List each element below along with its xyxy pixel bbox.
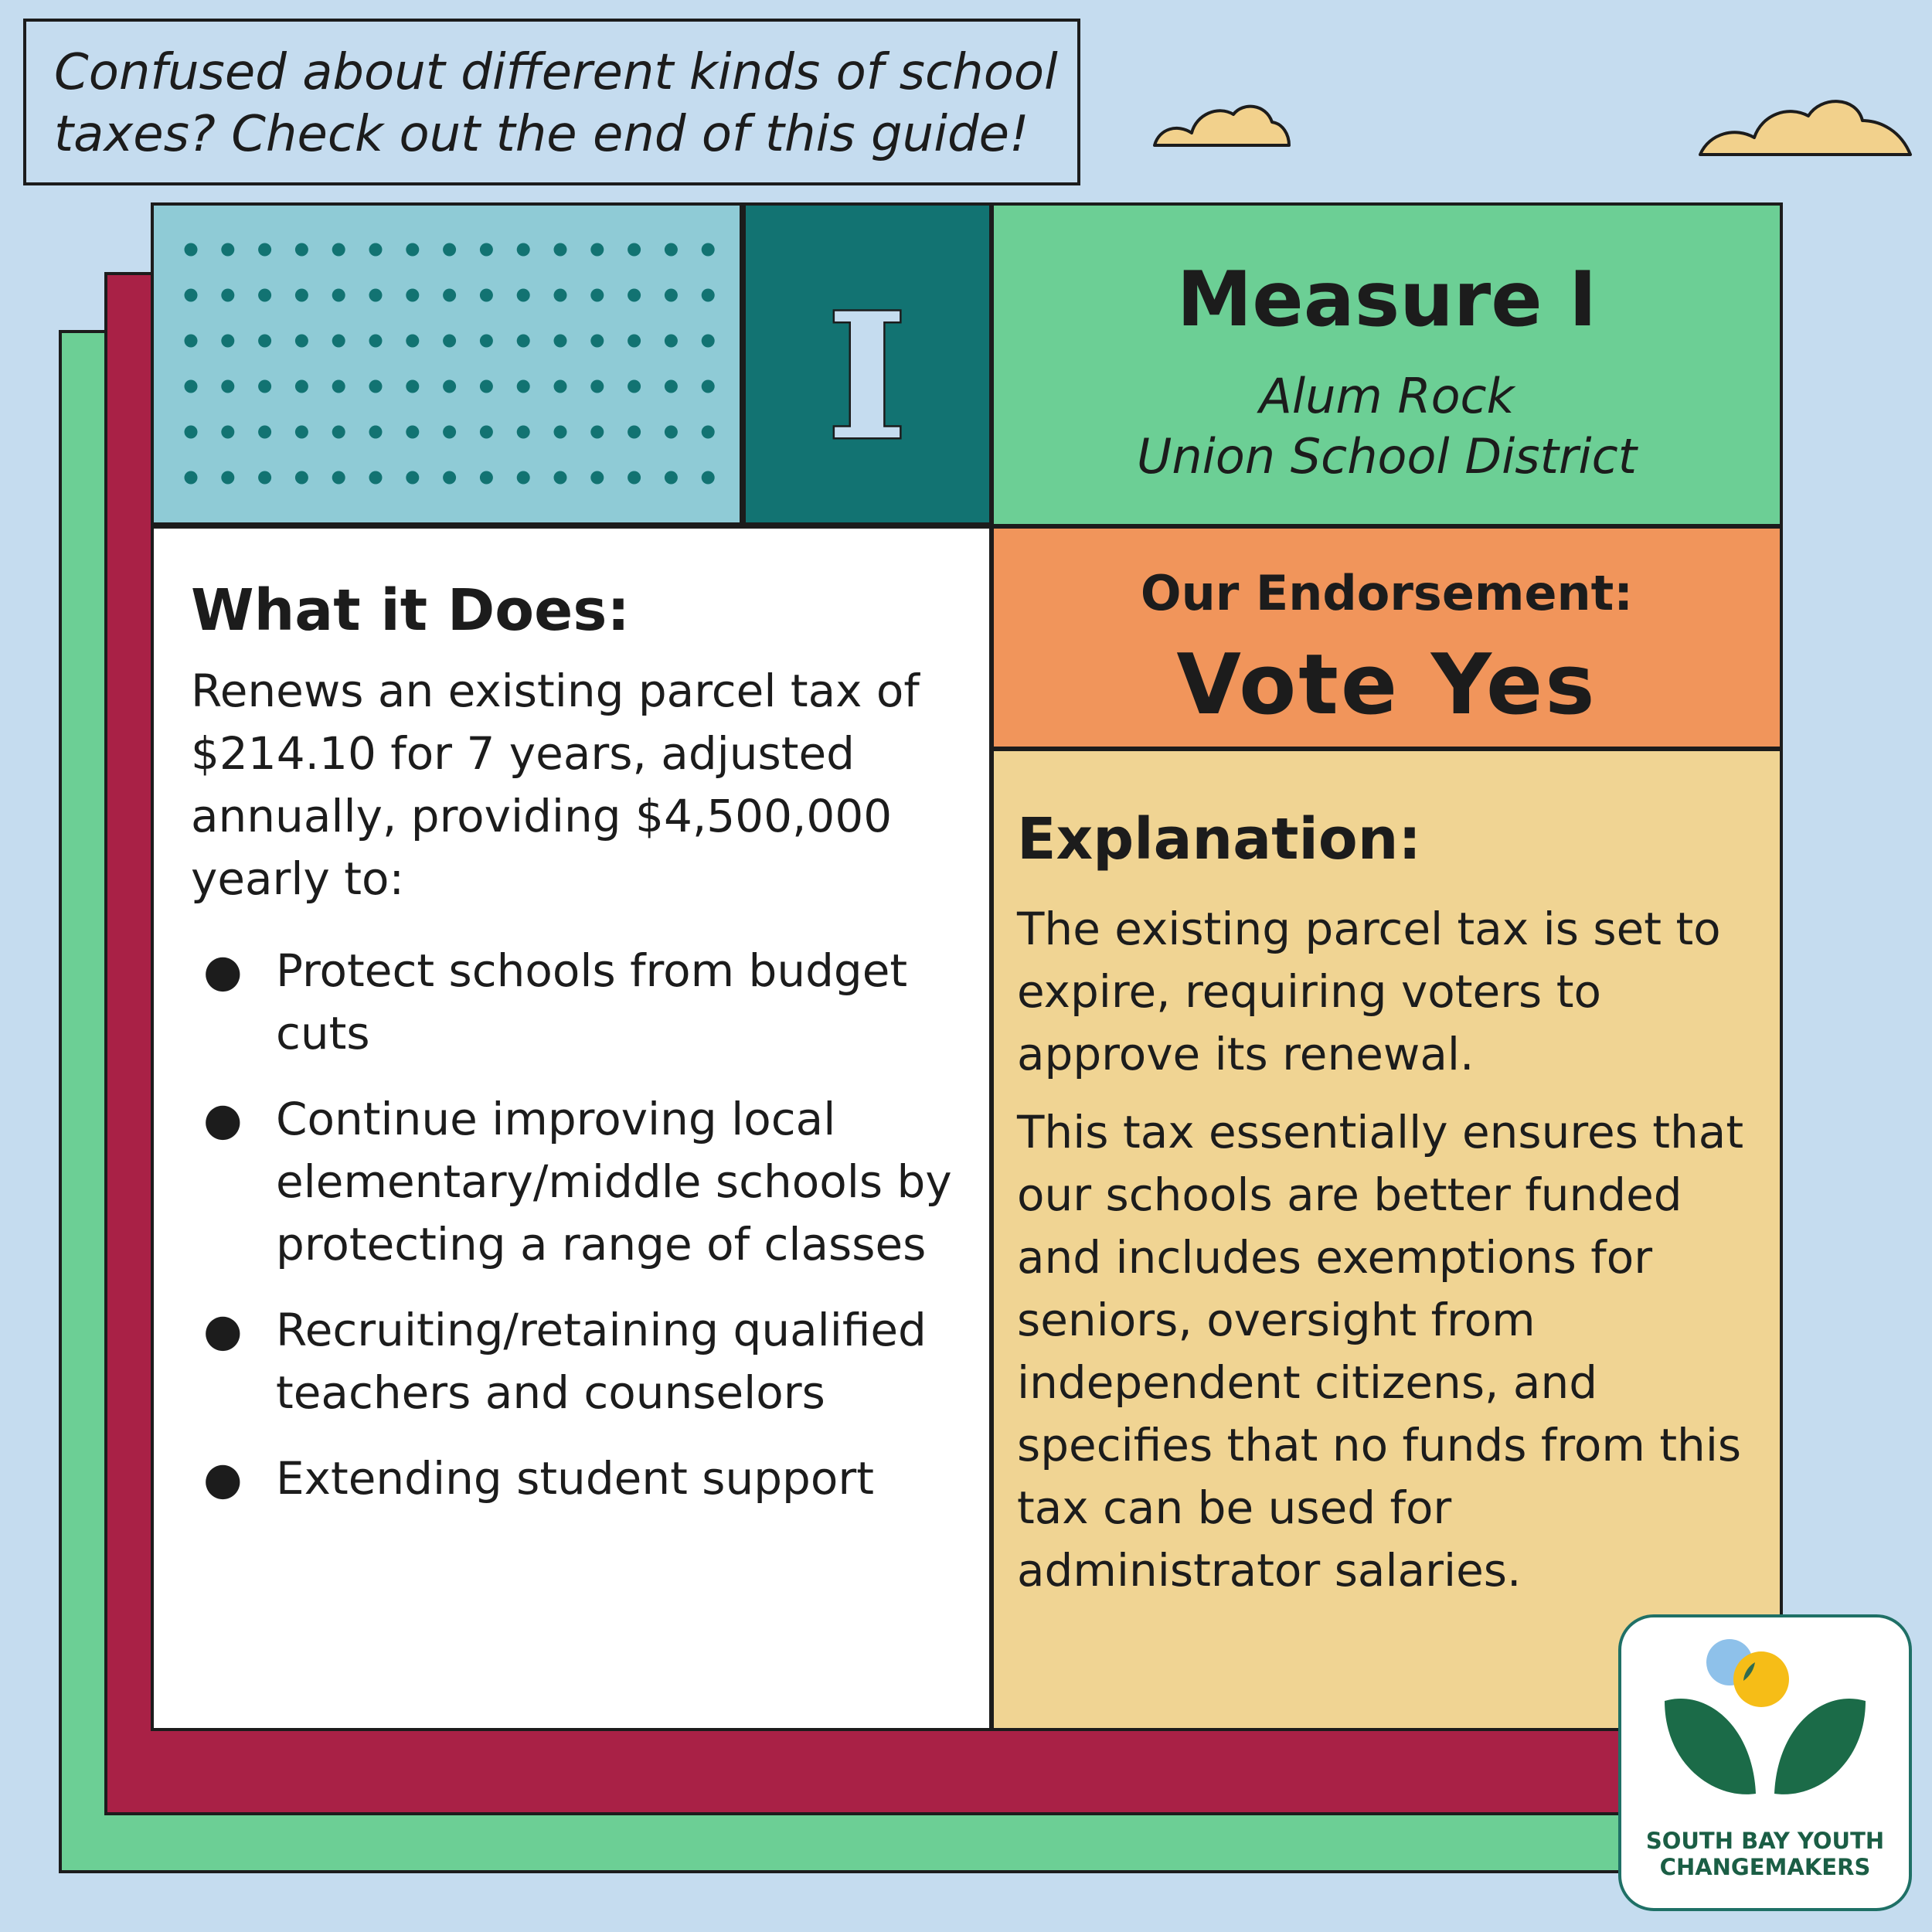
district-name — [994, 366, 1780, 487]
list-item-text: Protect schools from budget cuts — [276, 944, 908, 1060]
measure-title-panel — [991, 202, 1783, 527]
pattern-dot — [406, 335, 419, 348]
sprout-logo-icon — [1621, 1617, 1909, 1826]
pattern-dot — [554, 335, 567, 348]
pattern-dot — [332, 289, 345, 302]
pattern-dot — [369, 243, 383, 257]
list-item — [191, 1299, 971, 1424]
bullet-icon: ● — [203, 944, 243, 997]
pattern-dot — [185, 426, 198, 439]
endorsement-label: Our Endorsement: — [1140, 565, 1634, 621]
pattern-dot — [295, 289, 308, 302]
pattern-dot — [665, 289, 678, 302]
pattern-dot — [443, 380, 456, 393]
pattern-dot — [702, 426, 715, 439]
pattern-dot — [480, 289, 493, 302]
list-item-text: Extending student support — [276, 1452, 874, 1505]
pattern-dot — [221, 471, 234, 485]
explanation-body — [1017, 898, 1759, 1617]
endorsement-value: Vote Yes — [1176, 637, 1597, 733]
explanation-heading: Explanation: — [1017, 806, 1422, 872]
logo-line-2: CHANGEMAKERS — [1659, 1854, 1871, 1880]
pattern-dot — [185, 243, 198, 257]
pattern-dot — [406, 426, 419, 439]
pattern-dot — [221, 380, 234, 393]
pattern-dot — [590, 335, 604, 348]
pattern-dot — [517, 335, 530, 348]
explanation-paragraph-2: This tax essentially ensures that our schools are better funded and includes exemptions for seniors, oversight from independent citizens, and specifies that no funds from this tax can be used for administrator salaries. — [1017, 1106, 1744, 1597]
pattern-dot — [554, 289, 567, 302]
pattern-dot — [702, 380, 715, 393]
top-note — [23, 19, 1080, 185]
pattern-dot — [590, 426, 604, 439]
pattern-dot — [221, 243, 234, 257]
pattern-dot — [443, 243, 456, 257]
pattern-dot — [517, 289, 530, 302]
pattern-dot — [554, 426, 567, 439]
pattern-dot — [369, 426, 383, 439]
pattern-dot — [258, 471, 271, 485]
what-it-does-heading: What it Does: — [191, 577, 630, 644]
what-it-does-intro: Renews an existing parcel tax of $214.10 for 7 years, adjusted annually, providing $4,500,000 yearly to: — [191, 665, 920, 905]
pattern-dot — [332, 380, 345, 393]
pattern-dot — [295, 471, 308, 485]
pattern-dot — [443, 289, 456, 302]
pattern-dot — [554, 243, 567, 257]
pattern-dot — [295, 243, 308, 257]
pattern-dot — [517, 426, 530, 439]
measure-title: Measure I — [1176, 256, 1597, 344]
pattern-dot — [517, 471, 530, 485]
pattern-dot — [628, 380, 641, 393]
pattern-dot — [628, 426, 641, 439]
pattern-dot — [480, 380, 493, 393]
pattern-dot — [332, 426, 345, 439]
pattern-dot — [443, 471, 456, 485]
top-note-line-1: Confused about different kinds of school — [54, 44, 1058, 101]
pattern-dot — [369, 335, 383, 348]
pattern-dot — [406, 243, 419, 257]
pattern-dot — [665, 380, 678, 393]
pattern-dot — [258, 289, 271, 302]
pattern-dot — [702, 471, 715, 485]
pattern-dot — [258, 243, 271, 257]
pattern-dot — [665, 426, 678, 439]
list-item — [191, 940, 971, 1065]
explanation-panel — [991, 748, 1783, 1731]
pattern-dot — [702, 243, 715, 257]
list-item-text: Recruiting/retaining qualified teachers and counselors — [276, 1304, 927, 1419]
pattern-dot — [628, 471, 641, 485]
pattern-dot — [258, 380, 271, 393]
pattern-dot — [406, 380, 419, 393]
pattern-dot — [369, 471, 383, 485]
pattern-dot — [590, 289, 604, 302]
endorsement-panel — [991, 526, 1783, 750]
pattern-dot — [332, 243, 345, 257]
pattern-dot — [221, 289, 234, 302]
pattern-dot — [332, 335, 345, 348]
district-line-2: Union School District — [1136, 428, 1638, 485]
pattern-dot — [702, 335, 715, 348]
pattern-dot — [406, 471, 419, 485]
pattern-dot — [406, 289, 419, 302]
svg-text:I: I — [826, 275, 908, 478]
pattern-dot — [332, 471, 345, 485]
pattern-dot — [185, 471, 198, 485]
pattern-dot — [665, 243, 678, 257]
pattern-dot — [443, 335, 456, 348]
pattern-dot — [590, 243, 604, 257]
top-note-line-2: taxes? Check out the end of this guide! — [54, 106, 1029, 163]
pattern-dot — [590, 380, 604, 393]
pattern-dot — [480, 471, 493, 485]
pattern-dot — [443, 426, 456, 439]
measure-letter-panel — [743, 202, 992, 526]
pattern-dot — [221, 335, 234, 348]
what-it-does-panel — [151, 526, 992, 1731]
pattern-dot — [185, 335, 198, 348]
pattern-dot — [628, 335, 641, 348]
pattern-dot — [480, 335, 493, 348]
pattern-dot — [295, 335, 308, 348]
measure-letter — [746, 206, 989, 522]
pattern-dot — [258, 335, 271, 348]
pattern-dot — [480, 243, 493, 257]
bullet-icon: ● — [203, 1304, 243, 1356]
list-item — [191, 1447, 971, 1510]
pattern-dot — [665, 471, 678, 485]
pattern-dot — [369, 289, 383, 302]
funding-list — [191, 940, 971, 1533]
pattern-dot — [185, 289, 198, 302]
cloud-icon — [1697, 87, 1915, 158]
dot-pattern — [154, 206, 740, 522]
pattern-dot — [369, 380, 383, 393]
pattern-dot — [554, 471, 567, 485]
dot-pattern-panel — [151, 202, 743, 526]
cloud-icon — [1151, 94, 1292, 150]
district-line-1: Alum Rock — [1259, 368, 1515, 424]
pattern-dot — [665, 335, 678, 348]
pattern-dot — [517, 243, 530, 257]
pattern-dot — [554, 380, 567, 393]
pattern-dot — [221, 426, 234, 439]
pattern-dot — [185, 380, 198, 393]
bullet-icon: ● — [203, 1452, 243, 1505]
pattern-dot — [480, 426, 493, 439]
pattern-dot — [295, 380, 308, 393]
pattern-dot — [517, 380, 530, 393]
pattern-dot — [590, 471, 604, 485]
list-item-text: Continue improving local elementary/middle schools by protecting a range of classes — [276, 1093, 952, 1270]
pattern-dot — [295, 426, 308, 439]
pattern-dot — [628, 289, 641, 302]
logo-line-1: SOUTH BAY YOUTH — [1645, 1828, 1885, 1854]
explanation-paragraph-1: The existing parcel tax is set to expire, requiring voters to approve its renewal. — [1017, 903, 1721, 1080]
pattern-dot — [702, 289, 715, 302]
organization-logo — [1618, 1614, 1912, 1911]
bullet-icon: ● — [203, 1093, 243, 1145]
list-item — [191, 1088, 971, 1276]
pattern-dot — [258, 426, 271, 439]
pattern-dot — [628, 243, 641, 257]
logo-wordmark — [1621, 1828, 1909, 1880]
